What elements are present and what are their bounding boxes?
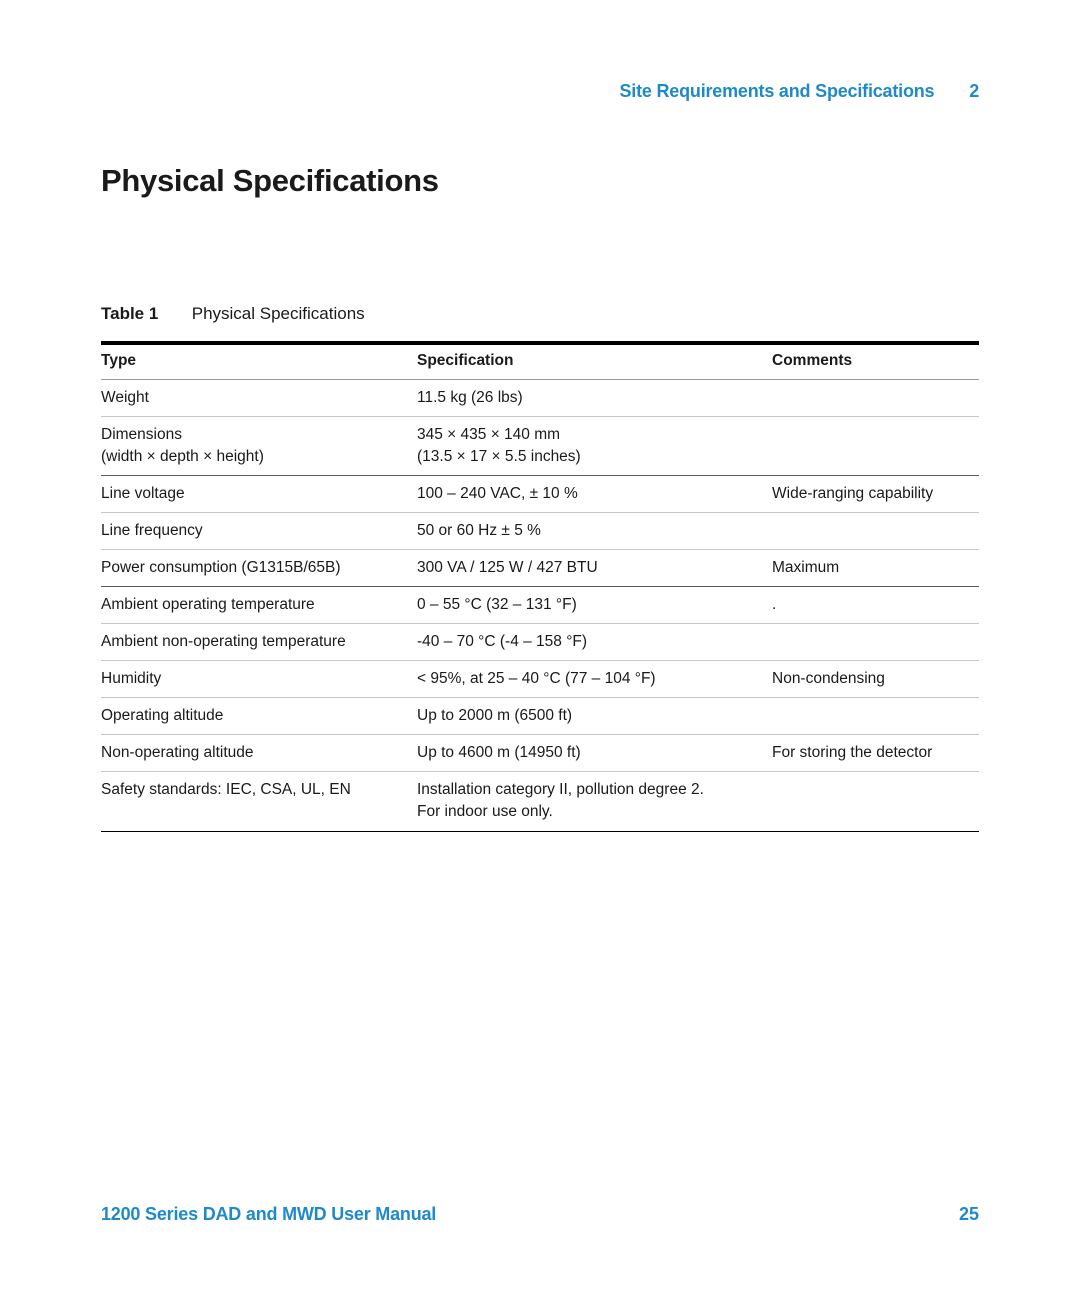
table-row: [101, 661, 979, 698]
cell-specification-line: 100 – 240 VAC, ± 10 %: [417, 485, 578, 502]
cell-specification: [417, 587, 772, 624]
cell-type-line: Weight: [101, 389, 149, 406]
footer-page-number: 25: [958, 1204, 979, 1224]
column-header-specification: Specification: [417, 343, 772, 380]
cell-type: [101, 513, 417, 550]
cell-comments: [772, 698, 979, 735]
cell-specification-line: (13.5 × 17 × 5.5 inches): [417, 448, 581, 465]
cell-specification-line: 11.5 kg (26 lbs): [417, 389, 523, 406]
cell-specification-line: For indoor use only.: [417, 803, 553, 820]
cell-specification-line: 50 or 60 Hz ± 5 %: [417, 522, 541, 539]
cell-type: [101, 417, 417, 476]
cell-comments: [772, 772, 979, 832]
column-header-type: Type: [101, 343, 417, 380]
cell-specification: [417, 380, 772, 417]
cell-type: [101, 380, 417, 417]
header-chapter-number: 2: [969, 81, 979, 101]
cell-type: [101, 624, 417, 661]
cell-specification: [417, 550, 772, 587]
table-caption: [101, 304, 365, 324]
cell-specification-line: 0 – 55 °C (32 – 131 °F): [417, 596, 577, 613]
cell-specification: [417, 698, 772, 735]
cell-comments: [772, 513, 979, 550]
cell-type: [101, 772, 417, 832]
cell-type-line: Ambient non-operating temperature: [101, 633, 346, 650]
cell-type-line: Operating altitude: [101, 707, 224, 724]
cell-comments: [772, 417, 979, 476]
cell-type: [101, 587, 417, 624]
cell-specification-line: Up to 2000 m (6500 ft): [417, 707, 573, 724]
cell-comments: .: [772, 587, 979, 624]
cell-type-line: Dimensions: [101, 426, 182, 443]
cell-specification-line: 345 × 435 × 140 mm: [417, 426, 561, 443]
cell-type: [101, 476, 417, 513]
table-caption-number: Table 1: [101, 304, 159, 323]
cell-specification: [417, 417, 772, 476]
cell-specification: [417, 513, 772, 550]
spec-table: [101, 341, 979, 832]
cell-type: [101, 698, 417, 735]
table-row: [101, 513, 979, 550]
running-header: [619, 81, 979, 102]
table-body: [101, 380, 979, 832]
cell-specification-line: 300 VA / 125 W / 427 BTU: [417, 559, 598, 576]
table-row: [101, 550, 979, 587]
page-title: Physical Specifications: [101, 163, 439, 198]
cell-specification: [417, 624, 772, 661]
cell-type-line: Line frequency: [101, 522, 203, 539]
cell-type-line: (width × depth × height): [101, 448, 264, 465]
column-header-comments: Comments: [772, 343, 979, 380]
cell-comments: For storing the detector: [772, 735, 979, 772]
cell-type-line: Line voltage: [101, 485, 185, 502]
cell-type-line: Non-operating altitude: [101, 744, 254, 761]
cell-specification: [417, 661, 772, 698]
table-header-row: [101, 343, 979, 380]
table-row: [101, 624, 979, 661]
cell-specification-line: -40 – 70 °C (-4 – 158 °F): [417, 633, 588, 650]
cell-comments: Wide-ranging capability: [772, 476, 979, 513]
table-row: [101, 587, 979, 624]
cell-comments: Maximum: [772, 550, 979, 587]
cell-specification: [417, 772, 772, 832]
table-row: [101, 417, 979, 476]
table-row: [101, 772, 979, 832]
header-section-title: Site Requirements and Specifications: [619, 81, 935, 101]
cell-specification-line: Up to 4600 m (14950 ft): [417, 744, 581, 761]
table-row: [101, 735, 979, 772]
cell-type: [101, 735, 417, 772]
footer-manual-title: 1200 Series DAD and MWD User Manual: [101, 1204, 437, 1224]
table-row: [101, 476, 979, 513]
cell-specification-line: Installation category II, pollution degree 2.: [417, 781, 704, 798]
cell-comments: [772, 624, 979, 661]
cell-comments: [772, 380, 979, 417]
table-caption-title: Physical Specifications: [191, 304, 365, 323]
table-row: [101, 380, 979, 417]
cell-type: [101, 661, 417, 698]
cell-type-line: Power consumption (G1315B/65B): [101, 559, 341, 576]
cell-type-line: Humidity: [101, 670, 162, 687]
cell-type-line: Ambient operating temperature: [101, 596, 315, 613]
table-row: [101, 698, 979, 735]
cell-type: [101, 550, 417, 587]
cell-specification-line: < 95%, at 25 – 40 °C (77 – 104 °F): [417, 670, 656, 687]
cell-type-line: Safety standards: IEC, CSA, UL, EN: [101, 781, 351, 798]
cell-specification: [417, 476, 772, 513]
cell-specification: [417, 735, 772, 772]
cell-comments: Non-condensing: [772, 661, 979, 698]
